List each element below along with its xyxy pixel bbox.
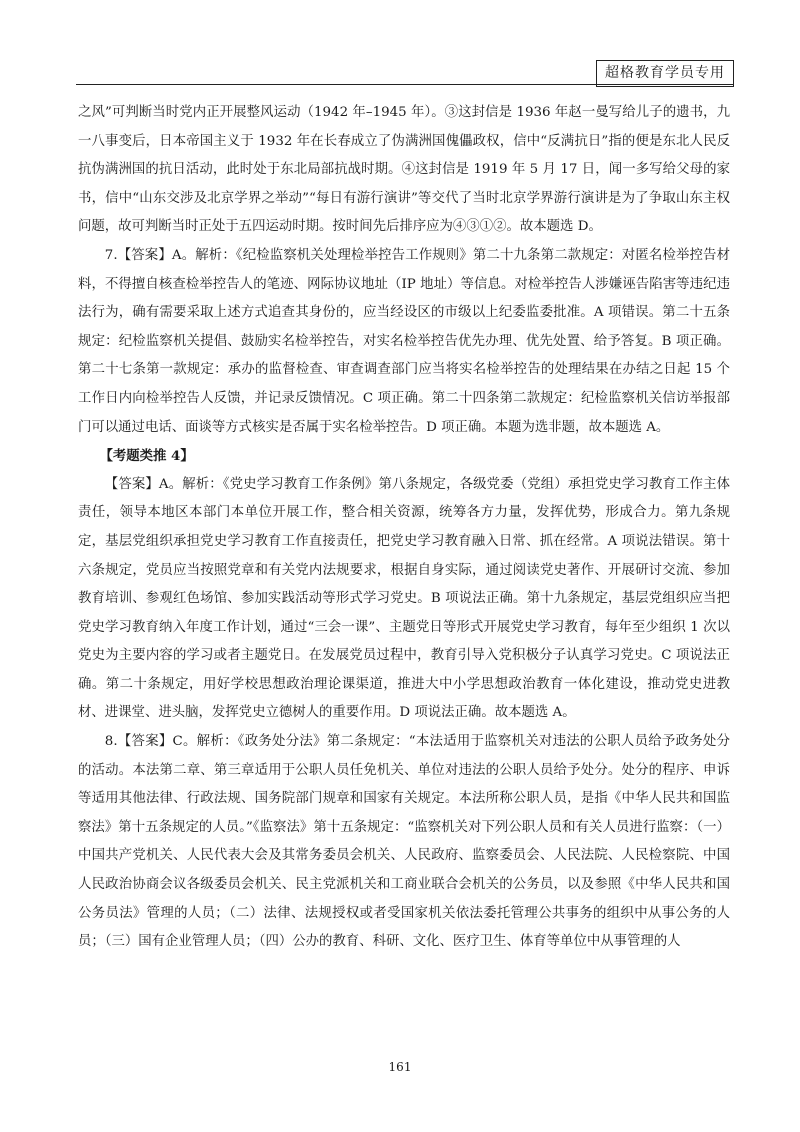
page-number: 161 (388, 1060, 412, 1074)
answer-8-paragraph: 8.【答案】C。解析：《政务处分法》第二条规定：“本法适用于监察机关对违法的公职人员给予政务处分的活动。本法第二章、第三章适用于公职人员任免机关、单位对违法的公职人员给予处分。处分的程序、申诉等适用其他法律、行政法规、国务院部门规章和国家有关规定。本法所称公职人员，是指《中华人民共和国监察法》第十五条规定的人员。”《监察法》第十五条规定：“监察机关对下列公职人员和有关人员进行监察：（一）中国共产党机关、人民代表大会及其常务委员会机关、人民政府、监察委员会、人民法院、人民检察院、中国人民政治协商会议各级委员会机关、民主党派机关和工商业联合会机关的公务员，以及参照《中华人民共和国公务员法》管理的人员；（二）法律、法规授权或者受国家机关依法委托管理公共事务的组织中从事公务的人员；（三）国有企业管理人员；（四）公办的教育、科研、文化、医疗卫生、体育等单位中从事管理的人 (78, 734, 730, 950)
answer-leitui-4-paragraph: 【答案】A。解析：《党史学习教育工作条例》第八条规定，各级党委（党组）承担党史学习教育工作主体责任，领导本地区本部门本单位开展工作，整合相关资源，统筹各方力量，发挥优势，形成合力。第九条规定，基层党组织承担党史学习教育工作直接责任，把党史学习教育融入日常、抓在经常。A 项说法错误。第十六条规定，党员应当按照党章和有关党内法规要求，根据自身实际，通过阅读党史著作、开展研讨交流、参加教育培训、参观红色场馆、参加实践活动等形式学习党史。B 项说法正确。第十九条规定，基层党组织应当把党史学习教育纳入年度工作计划，通过“三会一课”、主题党日等形式开展党史学习教育，每年至少组织 1 次以党史为主要内容的学习或者主题党日。在发展党员过程中，教育引导入党积极分子认真学习党史。C 项说法正确。第二十条规定，用好学校思想政治理论课渠道，推进大中小学思想政治教育一体化建设，推动党史进教材、进课堂、进头脑，发挥党史立德树人的重要作用。D 项说法正确。故本题选 A。 (78, 476, 730, 721)
page-body (78, 99, 730, 957)
header-divider (76, 84, 734, 85)
answer-7-paragraph: 7.【答案】A。解析：《纪检监察机关处理检举控告工作规则》第二十九条第二款规定：对匿名检举控告材料，不得擅自核查检举控告人的笔迹、网际协议地址（IP 地址）等信息。对检举控告人涉嫌诬告陷害等违纪违法行为，确有需要采取上述方式追查其身份的，应当经设区的市级以上纪委监委批准。A 项错误。第二十五条规定：纪检监察机关提倡、鼓励实名检举控告，对实名检举控告优先办理、优先处置、给予答复。B 项正确。第二十七条第一款规定：承办的监督检查、审查调查部门应当将实名检举控告的处理结果在办结之日起 15 个工作日内向检举控告人反馈，并记录反馈情况。C 项正确。第二十四条第二款规定：纪检监察机关信访举报部门可以通过电话、面谈等方式核实是否属于实名检举控告。D 项正确。本题为选非题，故本题选 A。 (78, 247, 730, 435)
section-heading-kaoti-leitui-4: 【考题类推 4】 (99, 448, 194, 465)
paragraph-continuation: 之风”可判断当时党内正开展整风运动（1942 年–1945 年）。③这封信是 1936 年赵一曼写给儿子的遗书，九一八事变后，日本帝国主义于 1932 年在长春成立了伪满洲国傀儡政权，信中“反满抗日”指的便是东北人民反抗伪满洲国的抗日活动，此时处于东北局部抗战时期。④这封信是 1919 年 5 月 17 日，闻一多写给父母的家书，信中“山东交涉及北京学界之举动”“每日有游行演讲”等交代了当时北京学界游行演讲是为了争取山东主权问题，故可判断当时正处于五四运动时期。按时间先后排序应为④③①②。故本题选 D。 (78, 105, 730, 235)
exclusive-badge: 超格教育学员专用 (596, 60, 734, 87)
